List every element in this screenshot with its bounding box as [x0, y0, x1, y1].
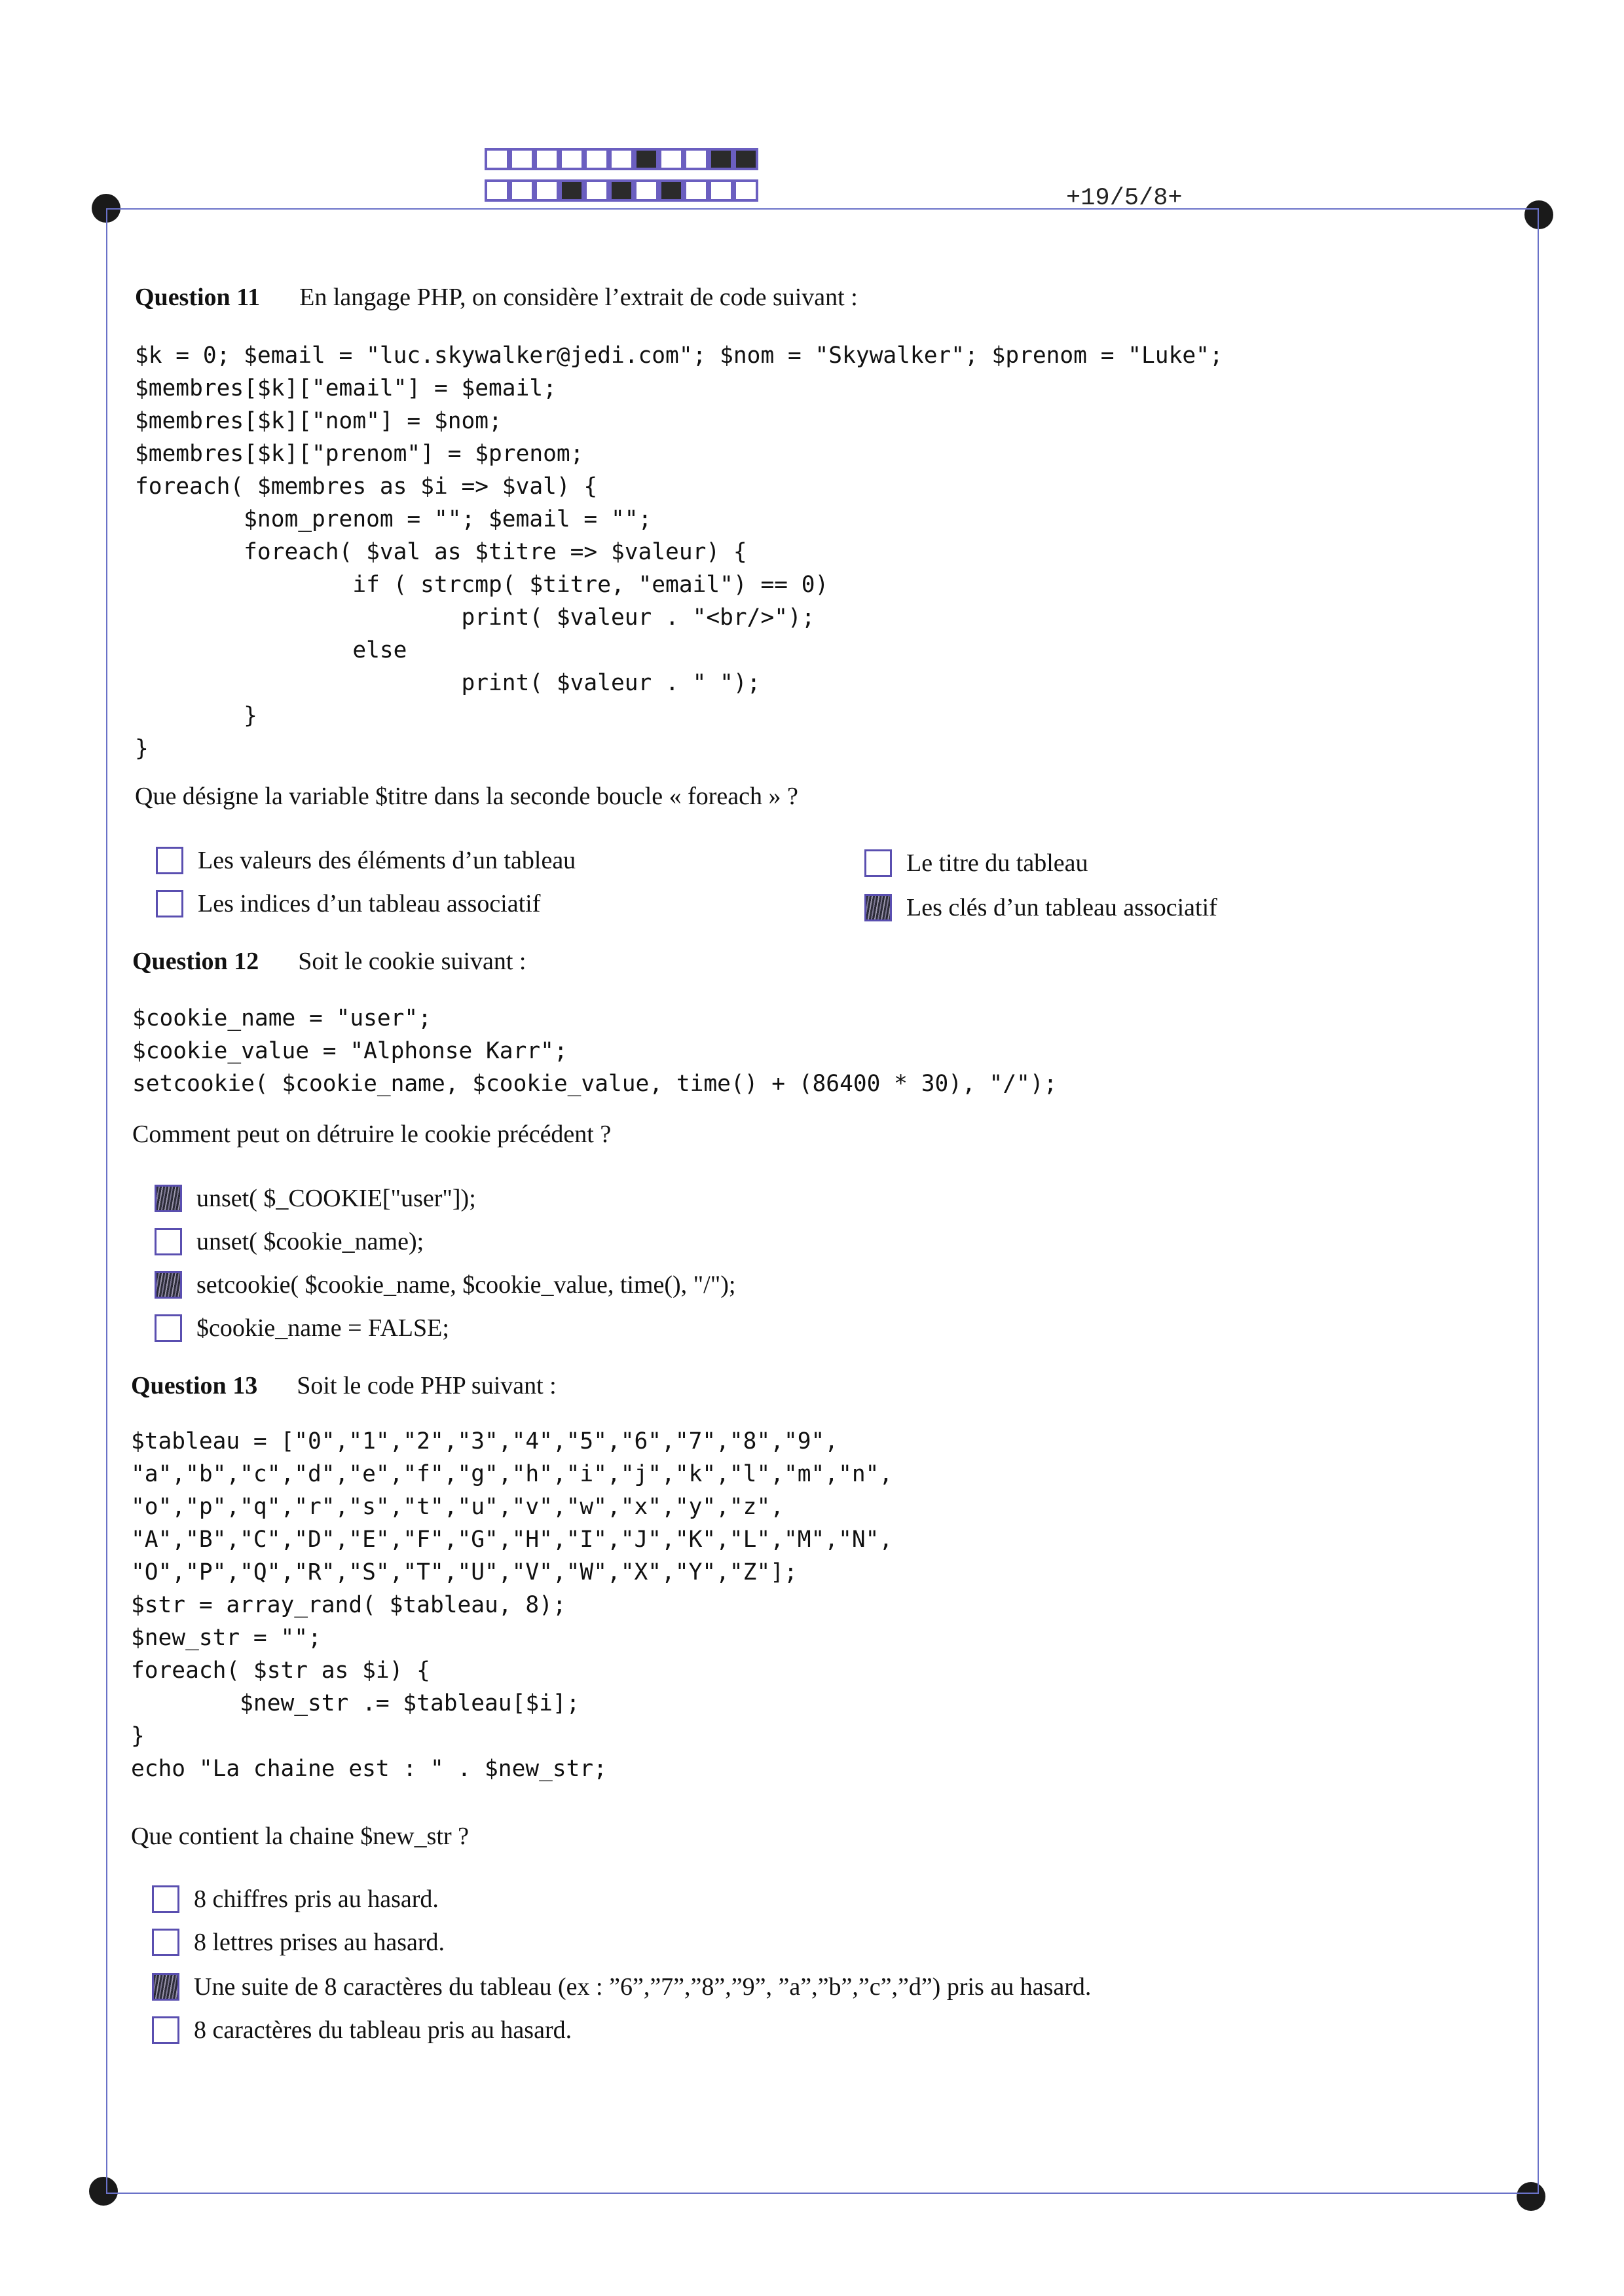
answer-option[interactable]	[152, 1928, 445, 1957]
answer-label: $cookie_name = FALSE;	[196, 1314, 449, 1342]
answer-label: 8 caractères du tableau pris au hasard.	[194, 2016, 572, 2044]
answer-option[interactable]	[155, 1184, 476, 1213]
id-box	[559, 148, 584, 170]
id-box	[733, 148, 758, 170]
question-12-header	[132, 947, 526, 976]
id-box	[659, 148, 684, 170]
id-box	[509, 179, 534, 202]
id-box	[733, 179, 758, 202]
id-box	[534, 148, 559, 170]
id-box	[485, 148, 509, 170]
answer-label: Les valeurs des éléments d’un tableau	[198, 847, 576, 874]
checkbox[interactable]	[156, 890, 183, 917]
page-id-boxes-row-2	[485, 179, 758, 202]
checkbox[interactable]	[155, 1271, 182, 1299]
question-label: Question 11	[135, 284, 261, 311]
checkbox[interactable]	[156, 847, 183, 874]
answer-label: setcookie( $cookie_name, $cookie_value, time(), "/");	[196, 1271, 736, 1299]
question-statement: En langage PHP, on considère l’extrait de code suivant :	[299, 284, 858, 311]
answer-option[interactable]	[864, 849, 1088, 878]
answer-option[interactable]	[152, 1885, 439, 1914]
id-box	[634, 179, 659, 202]
page-id: +19/5/8+	[1066, 185, 1183, 212]
checkbox[interactable]	[155, 1185, 182, 1212]
question-label: Question 12	[132, 948, 259, 975]
id-box	[609, 179, 634, 202]
checkbox[interactable]	[864, 894, 892, 921]
id-box	[684, 148, 709, 170]
answer-option[interactable]	[156, 889, 540, 918]
question-statement: Soit le cookie suivant :	[298, 948, 526, 975]
answer-option[interactable]	[155, 1227, 424, 1256]
answer-label: unset( $_COOKIE["user"]);	[196, 1185, 476, 1212]
answer-option[interactable]	[156, 846, 576, 875]
id-box	[534, 179, 559, 202]
question-statement: Soit le code PHP suivant :	[297, 1372, 557, 1399]
answer-option[interactable]	[864, 893, 1217, 922]
id-box	[485, 179, 509, 202]
answer-option[interactable]	[155, 1314, 449, 1342]
answer-label: unset( $cookie_name);	[196, 1228, 424, 1255]
code-block-q13: $tableau = ["0","1","2","3","4","5","6","7","8","9", "a","b","c","d","e","f","g","h","i","j","k","l","m","n", "o","p","q","r","s","t","u","v","w","x","y","z", "A","B","C","D","E","F","G","H","I","J","K","L","M","N", "O","P","Q","R","S","T","U","V","W","X","Y","Z"]; $str = array_rand( $tableau, 8); $new_str = ""; foreach( $str as $i) { $new_str .= $tableau[$i]; } echo "La chaine est : " . $new_str;	[131, 1428, 893, 1782]
id-box	[709, 148, 733, 170]
id-box	[659, 179, 684, 202]
id-box	[634, 148, 659, 170]
id-box	[509, 148, 534, 170]
id-box	[584, 148, 609, 170]
question-prompt: Que contient la chaine $new_str ?	[131, 1823, 469, 1850]
answer-label: Les indices d’un tableau associatif	[198, 890, 541, 917]
id-box	[559, 179, 584, 202]
answer-label: Une suite de 8 caractères du tableau (ex : ”6”,”7”,”8”,”9”, ”a”,”b”,”c”,”d”) pris au hasard.	[194, 1973, 1092, 2001]
question-prompt: Que désigne la variable $titre dans la seconde boucle « foreach » ?	[135, 783, 798, 810]
answer-label: Les clés d’un tableau associatif	[906, 894, 1217, 921]
answer-option[interactable]	[152, 1972, 1091, 2001]
checkbox[interactable]	[155, 1314, 182, 1342]
id-box	[709, 179, 733, 202]
checkbox[interactable]	[152, 2016, 179, 2044]
page-id-boxes-row-1	[485, 148, 758, 170]
answer-label: 8 chiffres pris au hasard.	[194, 1885, 439, 1913]
id-box	[609, 148, 634, 170]
question-label: Question 13	[131, 1372, 258, 1399]
id-box	[684, 179, 709, 202]
code-block-q12: $cookie_name = "user"; $cookie_value = "Alphonse Karr"; setcookie( $cookie_name, $cookie_value, time() + (86400 * 30), "/");	[132, 1005, 1058, 1097]
question-prompt: Comment peut on détruire le cookie précédent ?	[132, 1120, 612, 1148]
question-13-header	[131, 1371, 557, 1400]
answer-label: Le titre du tableau	[906, 849, 1088, 877]
checkbox[interactable]	[152, 1973, 179, 2001]
checkbox[interactable]	[155, 1228, 182, 1255]
id-box	[584, 179, 609, 202]
question-11-header	[135, 283, 858, 312]
answer-label: 8 lettres prises au hasard.	[194, 1929, 445, 1956]
code-block-q11: $k = 0; $email = "luc.skywalker@jedi.com"; $nom = "Skywalker"; $prenom = "Luke"; $membres[$k]["email"] = $email; $membres[$k]["nom"] = $nom; $membres[$k]["prenom"] = $prenom; foreach( $membres as $i => $val) { $nom_prenom = ""; $email = ""; foreach( $val as $titre => $valeur) { if ( strcmp( $titre, "email") == 0) print( $valeur . "<br/>"); else print( $valeur . " "); } }	[135, 343, 1223, 762]
checkbox[interactable]	[152, 1885, 179, 1913]
checkbox[interactable]	[864, 849, 892, 877]
answer-option[interactable]	[152, 2016, 572, 2045]
checkbox[interactable]	[152, 1929, 179, 1956]
answer-option[interactable]	[155, 1270, 735, 1299]
